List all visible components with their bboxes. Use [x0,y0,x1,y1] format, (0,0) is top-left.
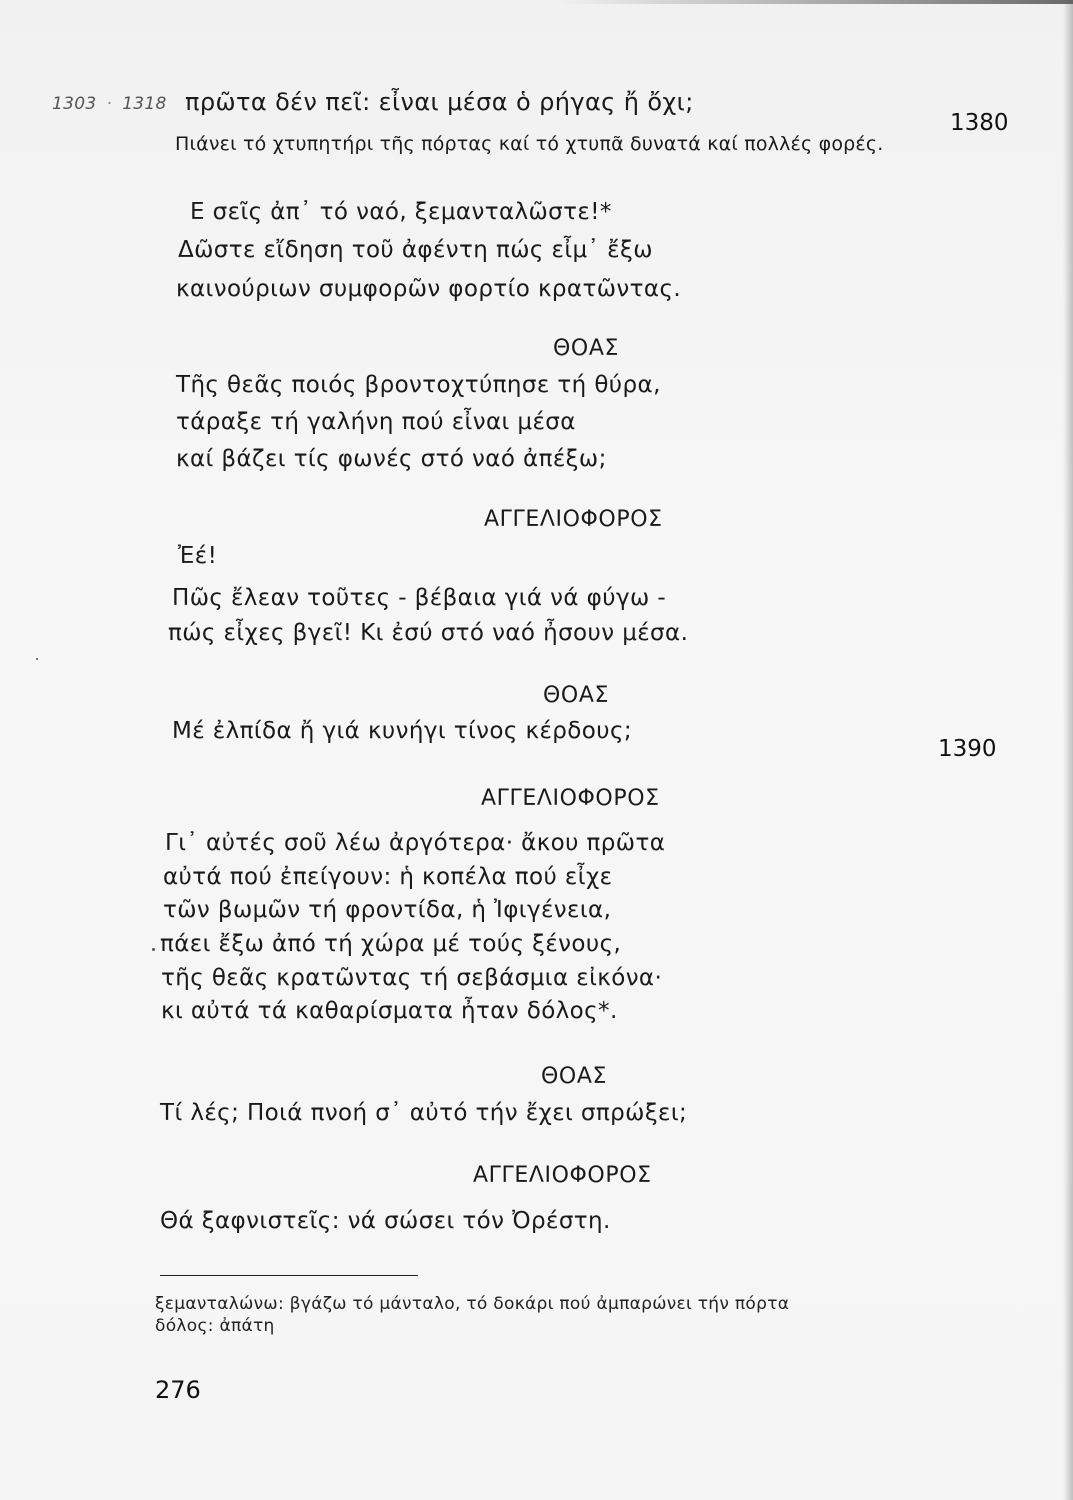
verse-line: Τί λές; Ποιά πνοή σ᾿ αὐτό τήν ἔχει σπρώξει; [160,1100,688,1126]
verse-line: Δῶστε εἴδηση τοῦ ἀφέντη πώς εἶμ᾿ ἔξω [178,237,653,263]
verse-line: Πῶς ἔλεαν τοῦτες - βέβαια γιά νά φύγω - [172,585,667,611]
line-number-1380: 1380 [950,110,1009,136]
page-number: 276 [155,1376,201,1404]
stage-direction: Πιάνει τό χτυπητήρι τῆς πόρτας καί τό χτυπᾶ δυνατά καί πολλές φορές. [175,133,884,155]
margin-ref-start: 1303 [52,94,97,114]
verse-line: Τῆς θεᾶς ποιός βροντοχτύπησε τή θύρα, [176,372,661,398]
footnote: δόλος: ἀπάτη [155,1316,275,1336]
line-number-1390: 1390 [938,736,997,762]
verse-line: καινούριων συμφορῶν φορτίο κρατῶντας. [176,276,682,302]
speaker-name: ΑΓΓΕΛΙΟΦΟΡΟΣ [484,507,663,532]
verse-line: τῶν βωμῶν τή φροντίδα, ἡ Ἰφιγένεια, [163,897,612,923]
speaker-name: ΑΓΓΕΛΙΟΦΟΡΟΣ [481,786,660,811]
verse-line: τάραξε τή γαλήνη πού εἶναι μέσα [176,409,576,435]
footnote-rule [160,1275,418,1276]
page-top-shadow [560,0,1073,4]
speck [36,658,38,660]
speaker-name: ΘΟΑΣ [553,336,619,361]
verse-line: Γι᾿ αὐτές σοῦ λέω ἀργότερα· ἄκου πρῶτα [165,830,666,856]
verse-line: Ἐέ! [178,543,218,569]
speaker-name: ΑΓΓΕΛΙΟΦΟΡΟΣ [473,1163,652,1188]
verse-line: κι αὐτά τά καθαρίσματα ἦταν δόλος*. [161,998,618,1024]
verse-line: πρῶτα δέν πεῖ: εἶναι μέσα ὁ ρήγας ἤ ὄχι; [185,88,694,116]
verse-line: πάει ἔξω ἀπό τή χώρα μέ τούς ξένους, [160,931,622,957]
verse-line: πώς εἶχες βγεῖ! Κι ἐσύ στό ναό ἦσουν μέσα. [168,620,689,646]
verse-line: καί βάζει τίς φωνές στό ναό ἀπέξω; [176,446,607,472]
verse-line: αὐτά πού ἐπείγουν: ἡ κοπέλα πού εἶχε [163,864,613,890]
verse-line: Ε σεῖς ἀπ᾿ τό ναό, ξεμανταλῶστε!* [190,199,612,225]
margin-mark [152,948,155,951]
page-right-shadow [1063,0,1073,1500]
verse-line: τῆς θεᾶς κρατῶντας τή σεβάσμια εἰκόνα· [161,965,663,991]
margin-ref-end: 1318 [122,94,167,114]
margin-reference: 1303 · 1318 [52,94,167,114]
speaker-name: ΘΟΑΣ [543,683,609,708]
footnote: ξεμανταλώνω: βγάζω τό μάνταλο, τό δοκάρι πού ἀμπαρώνει τήν πόρτα [155,1294,790,1314]
speaker-name: ΘΟΑΣ [541,1064,607,1089]
verse-line: Μέ ἐλπίδα ἤ γιά κυνήγι τίνος κέρδους; [172,718,632,744]
verse-line: Θά ξαφνιστεῖς: νά σώσει τόν Ὀρέστη. [160,1208,611,1234]
